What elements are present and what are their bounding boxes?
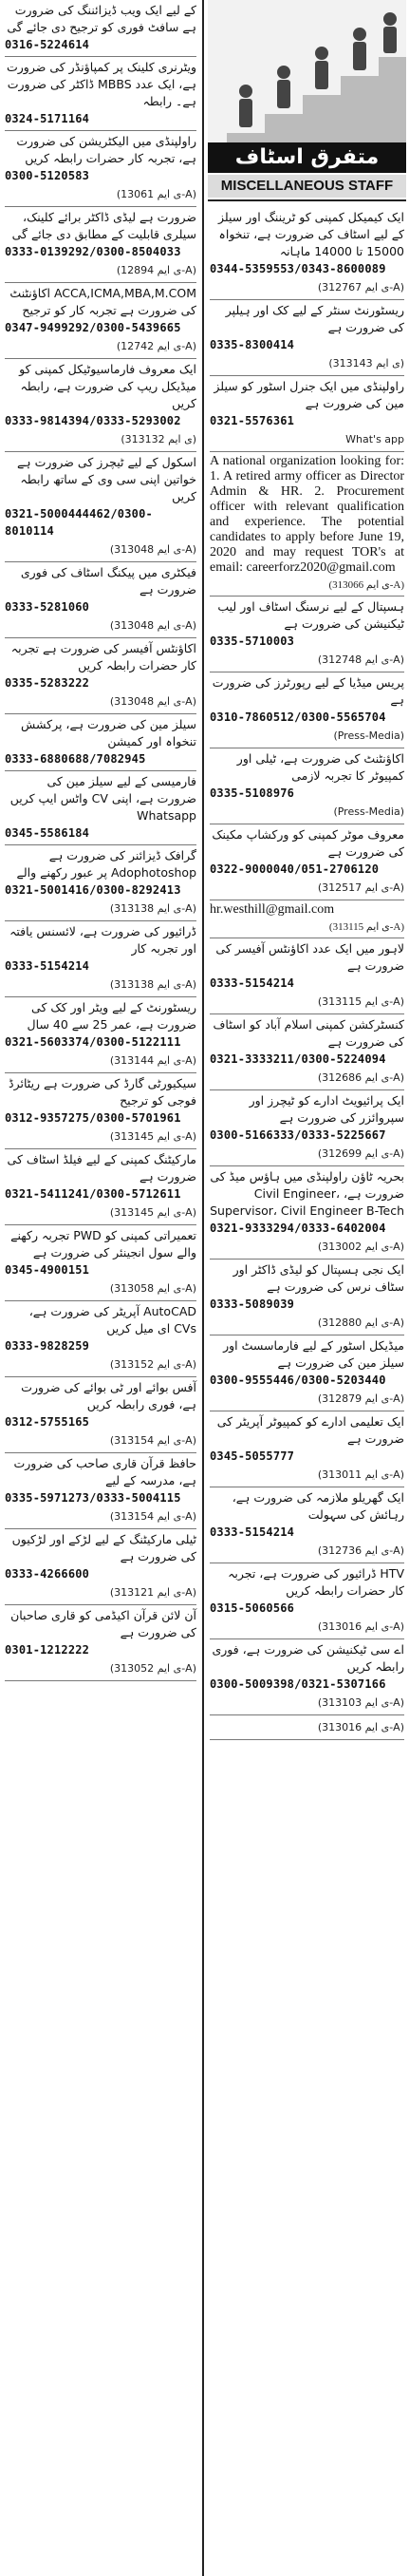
ad-phone-number: 0321-9333294/0333-6402004 bbox=[210, 1222, 386, 1235]
classified-ad bbox=[3, 562, 198, 638]
ad-text: راولپنڈی میں الیکٹریشن کی ضرورت ہے، تجربہ کار حضرات رابطہ کریں bbox=[16, 134, 196, 165]
ad-phone-number: 0347-9499292/0300-5439665 bbox=[5, 321, 181, 334]
ad-phone-number: 0335-5283222 bbox=[5, 676, 90, 690]
ad-text: ضرورت ہے لیڈی ڈاکٹر برائے کلینک، سیلری قابلیت کے مطابق دی جائے گی bbox=[11, 210, 196, 241]
ad-text: ریسٹورنٹ کے لیے ویٹر اور کک کی ضرورت ہے، عمر 25 سے 40 سال bbox=[27, 1000, 196, 1032]
classified-ad bbox=[208, 1487, 406, 1563]
ad-reference-code: (ی ایم 312517-A) bbox=[317, 881, 404, 894]
ad-phone-number: 0300-9555446/0300-5203440 bbox=[210, 1373, 386, 1387]
classified-ad bbox=[208, 1639, 406, 1715]
ad-text: ایک کیمیکل کمپنی کو ٹریننگ اور سیلز کے لیے اسٹاف کی ضرورت ہے، تنخواہ 15000 تا 14000 ماہانہ bbox=[217, 210, 404, 258]
ad-reference-code: (ی ایم 312879-A) bbox=[317, 1392, 404, 1405]
left-column bbox=[3, 0, 198, 2576]
ad-reference-code: (Press-Media) bbox=[333, 729, 404, 742]
ad-reference-code: (ی ایم 312699-A) bbox=[317, 1147, 404, 1160]
ad-reference-code: (ی ایم 313002-A) bbox=[317, 1241, 404, 1253]
ad-reference-code: (ی ایم 313058-A) bbox=[109, 1282, 196, 1295]
ad-reference-code: (Press-Media) bbox=[333, 805, 404, 818]
ad-reference-code: (ی ایم 12894-A) bbox=[116, 264, 196, 276]
classified-ad bbox=[208, 300, 406, 376]
ad-phone-number: 0312-9357275/0300-5701961 bbox=[5, 1111, 181, 1125]
classified-ad bbox=[208, 938, 406, 1014]
ad-text: حافظ قرآن قاری صاحب کی ضرورت ہے، مدرسہ کے لیے bbox=[13, 1456, 196, 1487]
ad-reference-code: (ی ایم 313016-A) bbox=[317, 1721, 404, 1733]
classified-ad bbox=[208, 1335, 406, 1411]
ad-text: آن لائن قرآن اکیڈمی کو قاری صاحبان کی ضرورت ہے bbox=[10, 1608, 196, 1639]
classified-ad bbox=[208, 452, 406, 597]
ad-phone-number: 0335-5108976 bbox=[210, 786, 295, 800]
ad-text: گرافک ڈیزائنر کی ضرورت ہے Adophotoshop پر عبور رکھنے والے bbox=[16, 848, 196, 880]
ad-phone-number: 0333-0139292/0300-8504033 bbox=[5, 245, 181, 258]
ad-reference-code: (ی ایم 313103-A) bbox=[317, 1696, 404, 1709]
business-people-illustration bbox=[208, 0, 406, 142]
classified-ad bbox=[3, 1453, 198, 1529]
classified-ad bbox=[208, 1260, 406, 1335]
ad-text: سیلز مین کی ضرورت ہے، پرکشش تنخواہ اور کمیشن bbox=[21, 717, 196, 748]
ad-text: میڈیکل اسٹور کے لیے فارماسسٹ اور سیلز مین کی ضرورت ہے bbox=[223, 1338, 404, 1370]
ad-reference-code: (ی ایم 313011-A) bbox=[317, 1468, 404, 1481]
classified-ad bbox=[3, 283, 198, 359]
ad-reference-code: (ی ایم 12742-A) bbox=[116, 340, 196, 352]
ad-phone-number: 0316-5224614 bbox=[5, 38, 90, 51]
ad-reference-code: (ی ایم 313048-A) bbox=[109, 619, 196, 632]
classified-ad bbox=[3, 1605, 198, 1681]
ad-reference-code: (ی ایم 313145-A) bbox=[109, 1206, 196, 1219]
ad-text: فارمیسی کے لیے سیلز مین کی ضرورت ہے، اپنی CV واٹس ایپ کریں Whatsapp bbox=[9, 774, 196, 823]
section-header bbox=[208, 0, 406, 201]
ad-phone-number: 0301-1212222 bbox=[5, 1643, 90, 1657]
ad-reference-code: (ی ایم 312736-A) bbox=[317, 1544, 404, 1557]
classified-ad bbox=[3, 1149, 198, 1225]
classified-ad bbox=[3, 1073, 198, 1149]
ad-separator bbox=[5, 1680, 196, 1681]
ad-phone-number: 0321-5000444462/0300-8010114 bbox=[5, 507, 153, 538]
ad-phone-number: 0300-5009398/0321-5307166 bbox=[210, 1677, 386, 1691]
classified-ad bbox=[208, 597, 406, 672]
right-column bbox=[208, 0, 406, 2576]
section-title-urdu: متفرق اسٹاف bbox=[208, 142, 406, 173]
classified-ad bbox=[208, 376, 406, 452]
classified-ad bbox=[3, 452, 198, 562]
ad-text: بحریہ ٹاؤن راولپنڈی میں ہاؤس میڈ کی ضرورت ہے، Civil Engineer، Supervisor، Civil Engineer B-Tech bbox=[210, 1169, 404, 1218]
ad-phone-number: 0300-5120583 bbox=[5, 169, 90, 182]
ad-text: کے لیے ایک ویب ڈیزائننگ کی ضرورت ہے سافٹ فوری کو ترجیح دی جائے گی bbox=[7, 3, 196, 34]
classified-ad bbox=[208, 1166, 406, 1260]
classified-ad bbox=[3, 997, 198, 1073]
ad-reference-code: (ی ایم 313121-A) bbox=[109, 1586, 196, 1599]
ad-text: راولپنڈی میں ایک جنرل اسٹور کو سیلز مین کی ضرورت ہے bbox=[214, 379, 404, 410]
ad-text: فیکٹری میں پیکنگ اسٹاف کی فوری ضرورت ہے bbox=[20, 565, 196, 597]
ad-text: ایک گھریلو ملازمہ کی ضرورت ہے، رہائش کی سہولت bbox=[232, 1490, 404, 1522]
ad-text: اسکول کے لیے ٹیچرز کی ضرورت ہے خواتین اپنی سی وی کے ساتھ رابطہ کریں bbox=[16, 455, 196, 503]
ad-text: اے سی ٹیکنیشن کی ضرورت ہے، فوری رابطہ کریں bbox=[212, 1642, 404, 1674]
ad-phone-number: 0322-9000040/051-2706120 bbox=[210, 862, 380, 876]
classified-ad bbox=[3, 921, 198, 997]
section-title-english: MISCELLANEOUS STAFF bbox=[208, 175, 406, 198]
ad-text: ایک پرائیویٹ ادارے کو ٹیچرز اور سپروائزر کی ضرورت ہے bbox=[249, 1093, 404, 1125]
classified-ad bbox=[208, 207, 406, 300]
classified-ad bbox=[208, 1090, 406, 1166]
ad-phone-number: 0335-5971273/0333-5004115 bbox=[5, 1491, 181, 1505]
ad-phone-number: 0345-5586184 bbox=[5, 826, 90, 840]
ad-text: مارکیٹنگ کمپنی کے لیے فیلڈ اسٹاف کی ضرورت ہے bbox=[7, 1152, 196, 1184]
ad-reference-code: (ی ایم 312748-A) bbox=[317, 653, 404, 666]
classified-ad bbox=[3, 131, 198, 207]
ad-reference-code: (ی ایم 313048-A) bbox=[109, 695, 196, 708]
ad-reference-code: (ی ایم 313115-A) bbox=[328, 921, 404, 933]
classified-ad bbox=[208, 1411, 406, 1487]
ad-text: ریسٹورنٹ سنٹر کے لیے کک اور ہیلپر کی ضرورت ہے bbox=[225, 303, 404, 334]
ad-text: ACCA,ICMA,MBA,M.COM اکاؤنٹنٹ کی ضرورت ہے تجربہ کار کو ترجیح bbox=[9, 286, 196, 317]
classified-ad bbox=[208, 824, 406, 900]
ad-phone-number: 0321-5001416/0300-8292413 bbox=[5, 883, 181, 897]
ad-phone-number: 0333-9828259 bbox=[5, 1339, 90, 1353]
ad-reference-code: (ی ایم 313016-A) bbox=[317, 1620, 404, 1633]
ad-text: AutoCAD آپریٹر کی ضرورت ہے، CVs ای میل کریں bbox=[28, 1304, 196, 1335]
column-divider bbox=[202, 0, 204, 2576]
classified-ad bbox=[3, 1529, 198, 1605]
classified-ad bbox=[3, 0, 198, 57]
ad-reference-code: (ی ایم 313066-A) bbox=[328, 579, 404, 591]
ad-reference-code: (ی ایم 312880-A) bbox=[317, 1316, 404, 1329]
ad-reference-code: (ی ایم 313144-A) bbox=[109, 1054, 196, 1067]
classified-ad bbox=[3, 207, 198, 283]
ad-reference-code: (ی ایم 313154-A) bbox=[109, 1510, 196, 1523]
ad-text: A national organization looking for: 1. A retired army officer as Director Admin & HR. 2. Procurement officer with relevant qualification and experience. The potential candidates to apply before June 19, 2020 and may request TOR's at email: careerforz2020@gmail.com bbox=[210, 454, 404, 575]
ad-phone-number: 0333-4266600 bbox=[5, 1567, 90, 1581]
ad-phone-number: 0321-5603374/0300-5122111 bbox=[5, 1035, 181, 1049]
ad-phone-number: 0333-5154214 bbox=[210, 976, 295, 990]
ad-phone-number: 0321-5411241/0300-5712611 bbox=[5, 1187, 181, 1201]
ad-phone-number: 0333-6880688/7082945 bbox=[5, 752, 146, 766]
ad-phone-number: 0321-3333211/0300-5224094 bbox=[210, 1052, 386, 1066]
ad-reference-code: (ی ایم 313152-A) bbox=[109, 1358, 196, 1371]
ad-phone-number: 0312-5755165 bbox=[5, 1415, 90, 1429]
classified-ad bbox=[208, 900, 406, 938]
ad-separator bbox=[210, 1739, 404, 1740]
ad-phone-number: 0333-9814394/0333-5293002 bbox=[5, 414, 181, 427]
ad-text: ہسپتال کے لیے نرسنگ اسٹاف اور لیب ٹیکنیشن کی ضرورت ہے bbox=[217, 599, 404, 631]
classified-ad bbox=[3, 359, 198, 452]
ad-phone-number: 0300-5166333/0333-5225667 bbox=[210, 1128, 386, 1142]
ad-text: پریس میڈیا کے لیے رپورٹرز کی ضرورت ہے bbox=[212, 675, 404, 707]
ad-text: hr.westhill@gmail.com bbox=[210, 902, 335, 917]
classified-ad bbox=[3, 57, 198, 131]
ad-text: ایک معروف فارماسیوٹیکل کمپنی کو میڈیکل ریپ کی ضرورت ہے، رابطہ کریں bbox=[19, 362, 196, 410]
classified-ad bbox=[208, 1563, 406, 1639]
ad-phone-number: 0333-5154214 bbox=[5, 959, 90, 973]
ad-reference-code: (ی ایم 313145-A) bbox=[109, 1130, 196, 1143]
ad-phone-number: 0333-5154214 bbox=[210, 1525, 295, 1539]
ad-text: لاہور میں ایک عدد اکاؤنٹس آفیسر کی ضرورت ہے bbox=[215, 941, 404, 973]
ad-text: تعمیراتی کمپنی کو PWD تجربہ رکھنے والے سول انجینئر کی ضرورت ہے bbox=[10, 1228, 196, 1260]
classified-ad bbox=[3, 638, 198, 714]
right-ads-list bbox=[208, 207, 406, 1740]
classified-ad bbox=[3, 1377, 198, 1453]
ad-phone-number: 0345-5055777 bbox=[210, 1449, 295, 1463]
ad-text: اکاؤنٹس آفیسر کی ضرورت ہے تجربہ کار حضرات رابطہ کریں bbox=[10, 641, 196, 672]
ad-reference-code: (ی ایم 312767-A) bbox=[317, 281, 404, 294]
classified-ad bbox=[208, 1715, 406, 1740]
classified-ad bbox=[208, 1014, 406, 1090]
ad-reference-code: (ی ایم 313115-A) bbox=[317, 995, 404, 1008]
ad-reference-code: (ی ایم 313143) bbox=[328, 357, 404, 369]
ad-text: ویٹرنری کلینک پر کمپاؤنڈر کی ضرورت ہے، ایک عدد MBBS ڈاکٹر کی ضرورت ہے۔ رابطہ bbox=[7, 60, 196, 108]
ad-reference-code: (ی ایم 313138-A) bbox=[109, 902, 196, 915]
ad-reference-code: (ی ایم 313048-A) bbox=[109, 543, 196, 556]
ad-phone-number: 0333-5089039 bbox=[210, 1297, 295, 1311]
ad-phone-number: 0324-5171164 bbox=[5, 112, 90, 125]
ad-phone-number: 0344-5359553/0343-8600089 bbox=[210, 262, 386, 275]
ad-text: HTV ڈرائیور کی ضرورت ہے، تجربہ کار حضرات رابطہ کریں bbox=[228, 1566, 404, 1598]
ad-text: معروف موٹر کمپنی کو ورکشاپ مکینک کی ضرورت ہے bbox=[212, 827, 404, 859]
ad-phone-number: 0345-4900151 bbox=[5, 1263, 90, 1277]
ad-phone-number: 0315-5060566 bbox=[210, 1601, 295, 1615]
classified-ad bbox=[208, 748, 406, 824]
ad-phone-number: 0333-5281060 bbox=[5, 600, 90, 614]
ad-phone-number: 0335-5710003 bbox=[210, 635, 295, 648]
classified-ad bbox=[3, 845, 198, 921]
ad-phone-number: 0321-5576361 bbox=[210, 414, 295, 427]
ad-text: اکاؤنٹنٹ کی ضرورت ہے، ٹیلی اور کمپیوٹر کا تجربہ لازمی bbox=[236, 751, 404, 783]
classified-ad bbox=[3, 1225, 198, 1301]
ad-phone-number: 0310-7860512/0300-5565704 bbox=[210, 710, 386, 724]
classified-ad bbox=[3, 714, 198, 771]
ad-reference-code: (ی ایم 313138-A) bbox=[109, 978, 196, 991]
ad-reference-code: (ی ایم 313154-A) bbox=[109, 1434, 196, 1447]
ad-reference-code: (ی ایم 13061-A) bbox=[116, 188, 196, 200]
ad-reference-code: (ی ایم 312686-A) bbox=[317, 1071, 404, 1084]
ad-text: سیکیورٹی گارڈ کی ضرورت ہے ریٹائرڈ فوجی کو ترجیح bbox=[9, 1076, 196, 1108]
ad-phone-number: 0335-8300414 bbox=[210, 338, 295, 351]
ad-text: ایک تعلیمی ادارے کو کمپیوٹر آپریٹر کی ضرورت ہے bbox=[216, 1414, 404, 1446]
ad-text: ڈرائیور کی ضرورت ہے، لائسنس یافتہ اور تجربہ کار bbox=[9, 924, 196, 956]
classified-ad bbox=[3, 771, 198, 845]
classified-ad bbox=[208, 672, 406, 748]
ad-text: آفس بوائے اور ٹی بوائے کی ضرورت ہے، فوری رابطہ کریں bbox=[21, 1380, 196, 1411]
classified-ad bbox=[3, 1301, 198, 1377]
ad-reference-code: What's app bbox=[345, 433, 404, 445]
ad-text: ایک نجی ہسپتال کو لیڈی ڈاکٹر اور سٹاف نرس کی ضرورت ہے bbox=[232, 1262, 404, 1294]
ad-text: کنسٹرکشن کمپنی اسلام آباد کو اسٹاف کی ضرورت ہے bbox=[213, 1017, 404, 1049]
ad-text: ٹیلی مارکیٹنگ کے لیے لڑکے اور لڑکیوں کی ضرورت ہے bbox=[11, 1532, 196, 1563]
ad-reference-code: (ی ایم 313132) bbox=[121, 433, 196, 445]
ad-reference-code: (ی ایم 313052-A) bbox=[109, 1662, 196, 1675]
